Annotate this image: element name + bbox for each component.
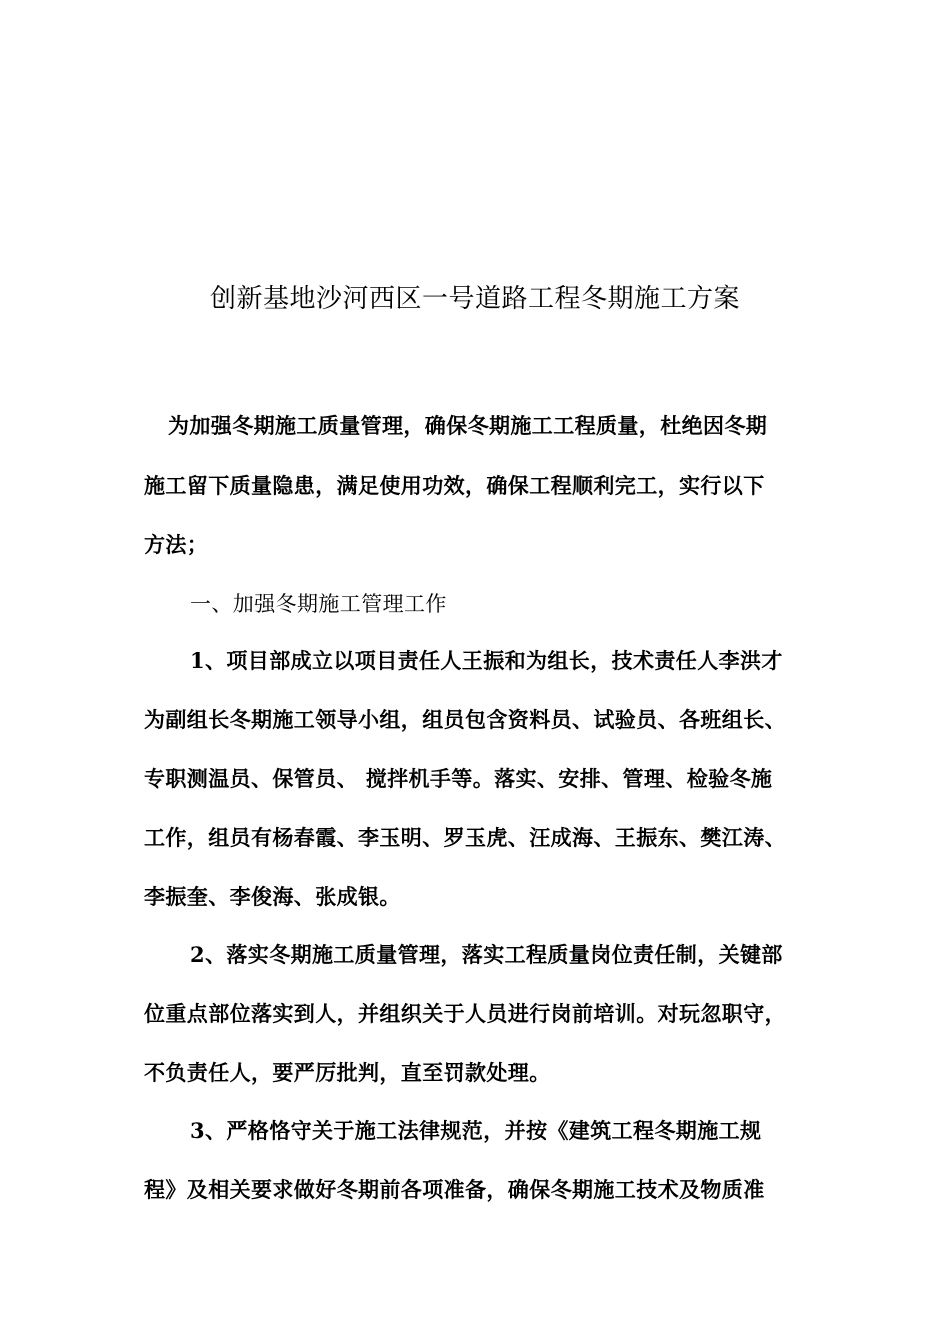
paragraph-line: 施工留下质量隐患，满足使用功效，确保工程顺利完工，实行以下 [144, 473, 765, 498]
paragraph-line: 方法； [144, 532, 209, 557]
paragraph-line: 为副组长冬期施工领导小组，组员包含资料员、试验员、各班组长、 [144, 707, 786, 732]
paragraph-line: 为加强冬期施工质量管理，确保冬期施工工程质量，杜绝因冬期 [168, 413, 768, 438]
paragraph-line: 程》及相关要求做好冬期前各项准备，确保冬期施工技术及物质准 [144, 1177, 765, 1202]
document-title: 创新基地沙河西区一号道路工程冬期施工方案 [209, 284, 740, 314]
paragraph-line: 专职测温员、保管员、 搅拌机手等。落实、安排、管理、检验冬施 [144, 766, 773, 791]
paragraph-line: 不负责任人，要严厉批判，直至罚款处理。 [144, 1060, 551, 1085]
paragraph-line: 1、项目部成立以项目责任人王振和为组长，技术责任人李洪才 [190, 648, 783, 673]
section-heading: 一、加强冬期施工管理工作 [190, 592, 447, 616]
paragraph-line: 2、落实冬期施工质量管理，落实工程质量岗位责任制，关键部 [190, 942, 783, 967]
paragraph-line: 3、严格恪守关于施工法律规范，并按《建筑工程冬期施工规 [190, 1118, 762, 1143]
paragraph-line: 工作，组员有杨春霞、李玉明、罗玉虎、汪成海、王振东、樊江涛、 [144, 825, 786, 850]
paragraph-line: 位重点部位落实到人，并组织关于人员进行岗前培训。对玩忽职守， [144, 1001, 786, 1026]
paragraph-line: 李振奎、李俊海、张成银。 [144, 884, 401, 909]
